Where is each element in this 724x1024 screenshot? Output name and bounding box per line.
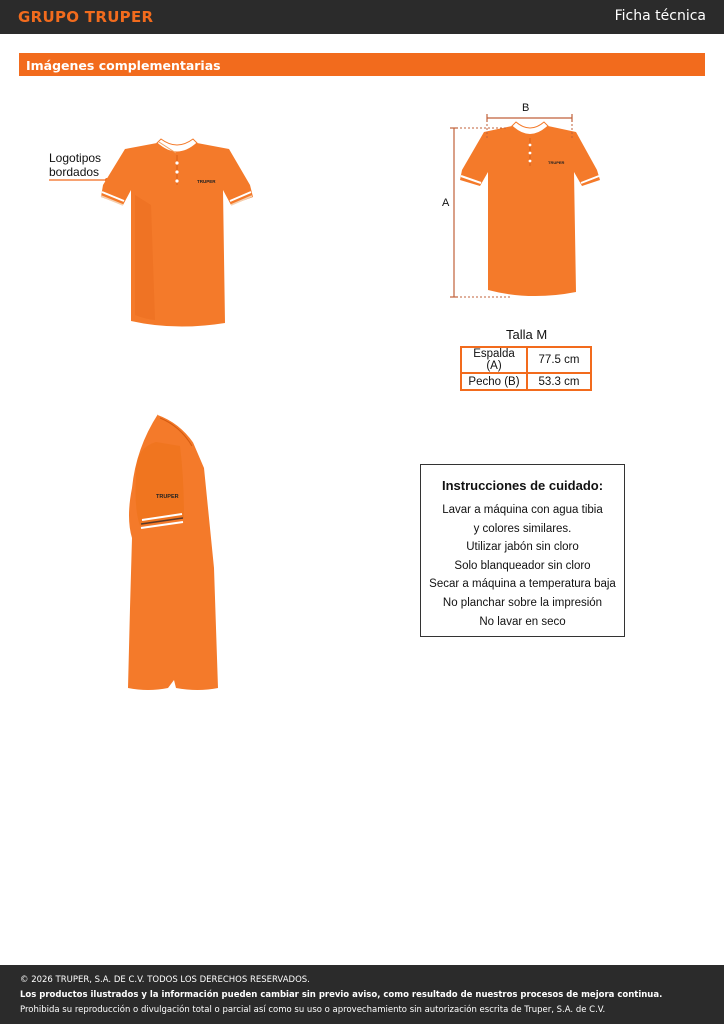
size-row-label: Pecho (B) bbox=[461, 373, 527, 390]
footer-copyright: © 2026 TRUPER, S.A. DE C.V. TODOS LOS DERECHOS RESERVADOS. bbox=[20, 975, 310, 985]
embroidered-logo: TRUPER bbox=[197, 179, 216, 184]
table-row bbox=[461, 347, 591, 373]
care-line: No planchar sobre la impresión bbox=[442, 596, 603, 609]
header-bar bbox=[0, 0, 724, 34]
footer-rights: Prohibida su reproducción o divulgación total o parcial así como su uso o aprovechamiento sin autorización escrita de Truper, S.A. de C.V. bbox=[20, 1005, 606, 1015]
brand-logo: GRUPO TRUPER bbox=[18, 8, 154, 26]
care-line: Secar a máquina a temperatura baja bbox=[429, 578, 616, 591]
document-type: Ficha técnica bbox=[614, 8, 706, 24]
footer-notice: Los productos ilustrados y la información pueden cambiar sin previo aviso, como resultado de nuestros procesos de mejora continua. bbox=[20, 990, 663, 1000]
polo-side-image bbox=[118, 408, 228, 698]
care-line: y colores similares. bbox=[473, 522, 572, 535]
polo-measurement-image bbox=[440, 98, 610, 308]
callout-line-1: Logotipos bbox=[49, 151, 102, 165]
care-title: Instrucciones de cuidado: bbox=[441, 478, 604, 493]
size-row-value: 77.5 cm bbox=[527, 347, 591, 373]
sleeve-logo: TRUPER bbox=[156, 494, 179, 500]
section-title: Imágenes complementarias bbox=[26, 58, 221, 73]
footer bbox=[0, 965, 724, 1024]
measure-label-a: A bbox=[442, 197, 450, 209]
size-row-label: Espalda (A) bbox=[461, 347, 527, 373]
polo-front-image bbox=[45, 135, 260, 335]
embroidered-logo: TRUPER bbox=[548, 160, 565, 165]
size-row-value: 53.3 cm bbox=[527, 373, 591, 390]
care-list bbox=[421, 501, 624, 631]
button bbox=[175, 179, 178, 182]
button bbox=[175, 170, 178, 173]
table-row bbox=[461, 373, 591, 390]
care-line: Utilizar jabón sin cloro bbox=[466, 541, 579, 554]
care-instructions-box bbox=[420, 464, 625, 637]
button bbox=[529, 144, 532, 147]
care-line: Lavar a máquina con agua tibia bbox=[442, 504, 603, 516]
size-title: Talla M bbox=[506, 327, 548, 342]
section-header bbox=[19, 53, 705, 76]
sleeve bbox=[136, 442, 185, 526]
button bbox=[175, 161, 178, 164]
measure-label-b: B bbox=[522, 102, 530, 114]
care-line: Solo blanqueador sin cloro bbox=[454, 559, 591, 572]
care-line: No lavar en seco bbox=[479, 615, 566, 628]
button bbox=[529, 160, 532, 163]
callout-line-2: bordados bbox=[49, 165, 100, 179]
size-table bbox=[460, 346, 592, 391]
button bbox=[529, 152, 532, 155]
